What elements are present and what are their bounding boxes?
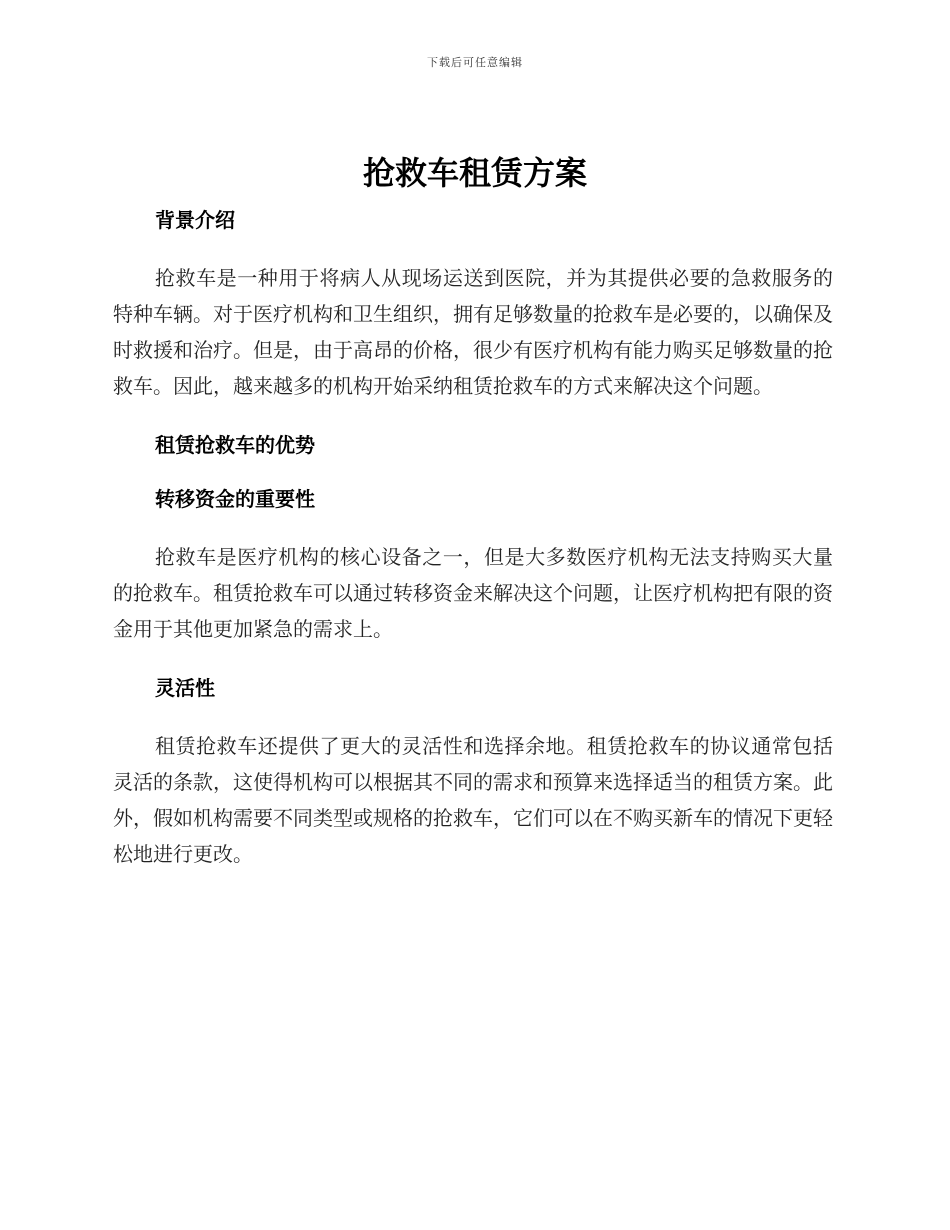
paragraph-flexibility: 租赁抢救车还提供了更大的灵活性和选择余地。租赁抢救车的协议通常包括灵活的条款，这使得机构可以根据其不同的需求和预算来选择适当的租赁方案。此外，假如机构需要不同类型或规格的抢救车，它们可以在不购买新车的情况下更轻松地进行更改。 <box>113 734 833 866</box>
section-heading-advantages: 租赁抢救车的优势 <box>155 433 315 457</box>
document-body <box>113 200 833 872</box>
section-heading-capital: 转移资金的重要性 <box>155 487 315 511</box>
section-heading-flexibility: 灵活性 <box>155 676 215 700</box>
header-note: 下载后可任意编辑 <box>427 56 523 69</box>
paragraph-background: 抢救车是一种用于将病人从现场运送到医院，并为其提供必要的急救服务的特种车辆。对于医疗机构和卫生组织，拥有足够数量的抢救车是必要的，以确保及时救援和治疗。但是，由于高昂的价格，很少有医疗机构有能力购买足够数量的抢救车。因此，越来越多的机构开始采纳租赁抢救车的方式来解决这个问题。 <box>113 266 833 398</box>
document-title: 抢救车租赁方案 <box>362 154 587 192</box>
paragraph-capital: 抢救车是医疗机构的核心设备之一，但是大多数医疗机构无法支持购买大量的抢救车。租赁抢救车可以通过转移资金来解决这个问题，让医疗机构把有限的资金用于其他更加紧急的需求上。 <box>113 545 833 641</box>
section-heading-background: 背景介绍 <box>155 208 235 232</box>
